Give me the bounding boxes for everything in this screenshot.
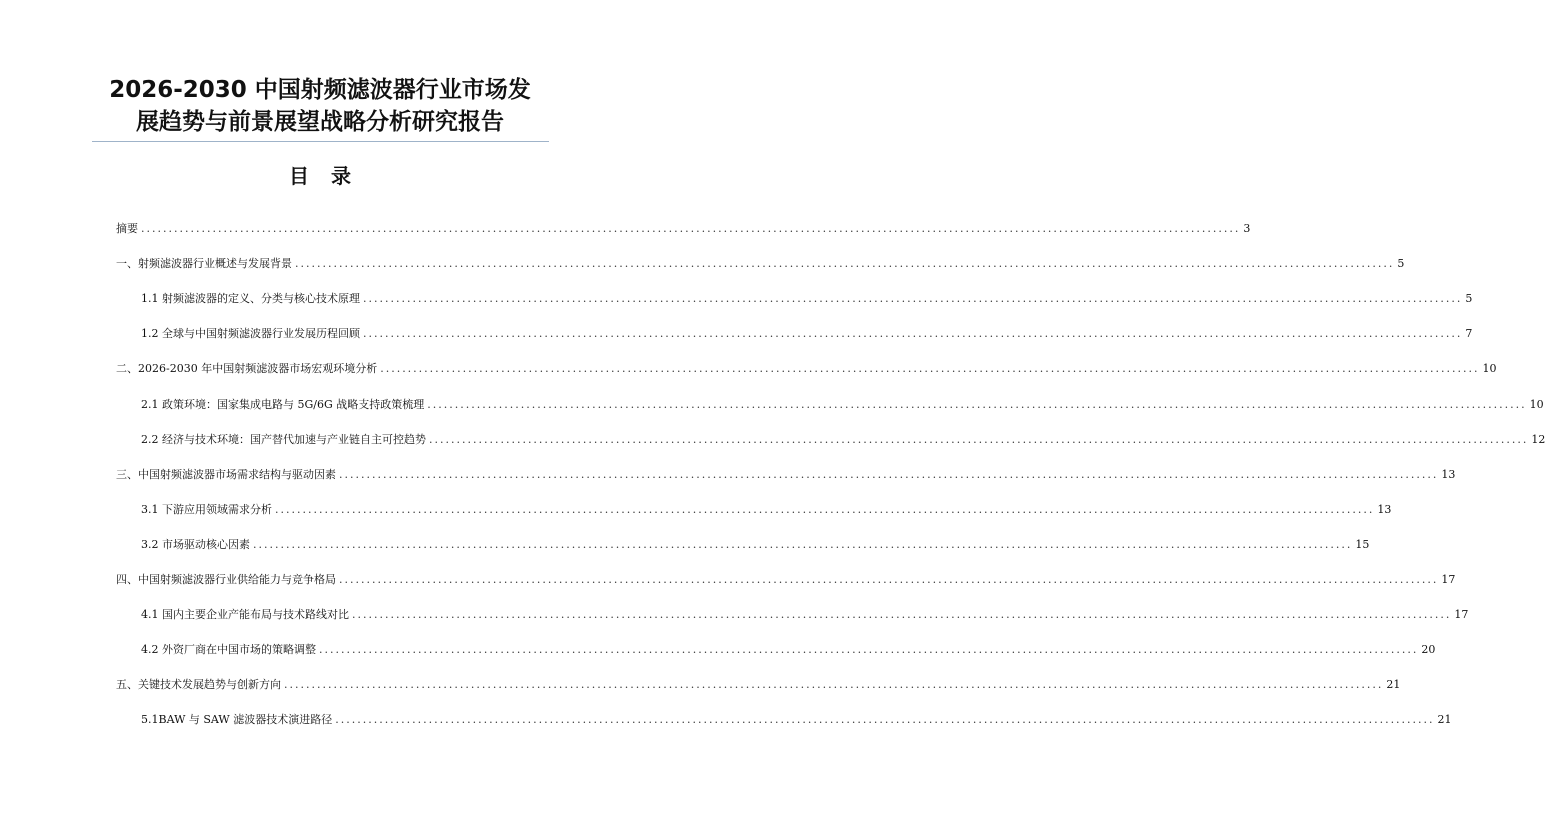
toc-entry[interactable] (141, 292, 1473, 306)
title-divider (92, 141, 549, 142)
document-title-line-2: 展趋势与前景展望战略分析研究报告 (136, 109, 504, 135)
toc-entry[interactable] (141, 327, 1473, 341)
toc-entry-title: 2.2 经济与技术环境：国产替代加速与产业链自主可控趋势 (141, 432, 426, 446)
toc-entry-title: 4.1 国内主要企业产能布局与技术路线对比 (141, 608, 349, 622)
toc-leader-dots: ........................................................................................................................................................................................................ (429, 432, 1529, 446)
toc-leader-dots: ........................................................................................................................................................................................................ (427, 397, 1527, 411)
toc-entry[interactable] (141, 502, 1392, 517)
toc-entry-page-number: 13 (1377, 502, 1392, 516)
toc-entry-title: 4.2 外资厂商在中国市场的策略调整 (141, 643, 316, 657)
toc-leader-dots: ........................................................................................................................................................................................................ (335, 713, 1435, 727)
toc-heading: 目录 (289, 164, 373, 188)
toc-entry[interactable] (141, 432, 1545, 447)
toc-leader-dots: ........................................................................................................................................................................................................ (284, 678, 1384, 692)
toc-entry[interactable] (116, 678, 1401, 692)
toc-entry-page-number: 20 (1421, 643, 1436, 657)
toc-entry[interactable] (116, 573, 1456, 587)
toc-leader-dots: ........................................................................................................................................................................................................ (295, 257, 1395, 271)
toc-entry[interactable] (116, 257, 1405, 271)
toc-entry[interactable] (141, 713, 1452, 727)
toc-entry-page-number: 17 (1441, 573, 1456, 586)
toc-leader-dots: ........................................................................................................................................................................................................ (363, 292, 1463, 306)
toc-entry-page-number: 3 (1243, 222, 1251, 235)
toc-leader-dots: ........................................................................................................................................................................................................ (319, 643, 1419, 657)
toc-leader-dots: ........................................................................................................................................................................................................ (363, 327, 1463, 341)
toc-leader-dots: ........................................................................................................................................................................................................ (352, 608, 1452, 622)
document-title (90, 74, 550, 138)
toc-entry-title: 3.2 市场驱动核心因素 (141, 537, 250, 551)
toc-entry-title: 四、中国射频滤波器行业供给能力与竞争格局 (116, 573, 336, 586)
toc-entry-page-number: 21 (1386, 678, 1401, 692)
toc-entry-title: 五、关键技术发展趋势与创新方向 (116, 678, 281, 692)
toc-entry-title: 二、2026-2030 年中国射频滤波器市场宏观环境分析 (116, 362, 378, 376)
toc-entry-title: 一、射频滤波器行业概述与发展背景 (116, 257, 292, 271)
toc-entry-page-number: 21 (1437, 713, 1452, 727)
toc-leader-dots: ........................................................................................................................................................................................................ (141, 222, 1241, 235)
toc-entry-page-number: 17 (1454, 608, 1469, 622)
toc-entry-title: 1.1 射频滤波器的定义、分类与核心技术原理 (141, 292, 360, 306)
toc-entry-page-number: 5 (1465, 292, 1473, 306)
toc-entry[interactable] (116, 467, 1456, 482)
toc-leader-dots: ........................................................................................................................................................................................................ (339, 573, 1439, 586)
toc-entry-title: 摘要 (116, 222, 138, 235)
toc-entry-page-number: 5 (1397, 257, 1405, 271)
toc-entry-page-number: 12 (1531, 432, 1545, 446)
toc-entry-title: 1.2 全球与中国射频滤波器行业发展历程回顾 (141, 327, 360, 341)
toc-leader-dots: ........................................................................................................................................................................................................ (275, 502, 1375, 516)
toc-entry-title: 5.1BAW 与 SAW 滤波器技术演进路径 (141, 713, 333, 727)
toc-entry[interactable] (116, 362, 1497, 376)
toc-entry[interactable] (141, 537, 1370, 552)
toc-entry[interactable] (141, 643, 1436, 657)
toc-entry-title: 三、中国射频滤波器市场需求结构与驱动因素 (116, 467, 336, 481)
toc-entry-title: 2.1 政策环境：国家集成电路与 5G/6G 战略支持政策梳理 (141, 397, 425, 411)
toc-entry-page-number: 15 (1355, 537, 1370, 551)
toc-leader-dots: ........................................................................................................................................................................................................ (380, 362, 1480, 376)
toc-leader-dots: ........................................................................................................................................................................................................ (339, 467, 1439, 481)
toc-entry-page-number: 10 (1482, 362, 1497, 376)
toc-entry[interactable] (141, 608, 1469, 622)
toc-entry-page-number: 7 (1465, 327, 1473, 341)
toc-entry-page-number: 10 (1529, 397, 1544, 411)
toc-leader-dots: ........................................................................................................................................................................................................ (253, 537, 1353, 551)
document-title-line-1: 2026-2030 中国射频滤波器行业市场发 (109, 77, 531, 103)
toc-entry-page-number: 13 (1441, 467, 1456, 481)
toc-entry[interactable] (116, 222, 1251, 236)
toc-entry-title: 3.1 下游应用领域需求分析 (141, 502, 272, 516)
toc-entry[interactable] (141, 397, 1544, 412)
